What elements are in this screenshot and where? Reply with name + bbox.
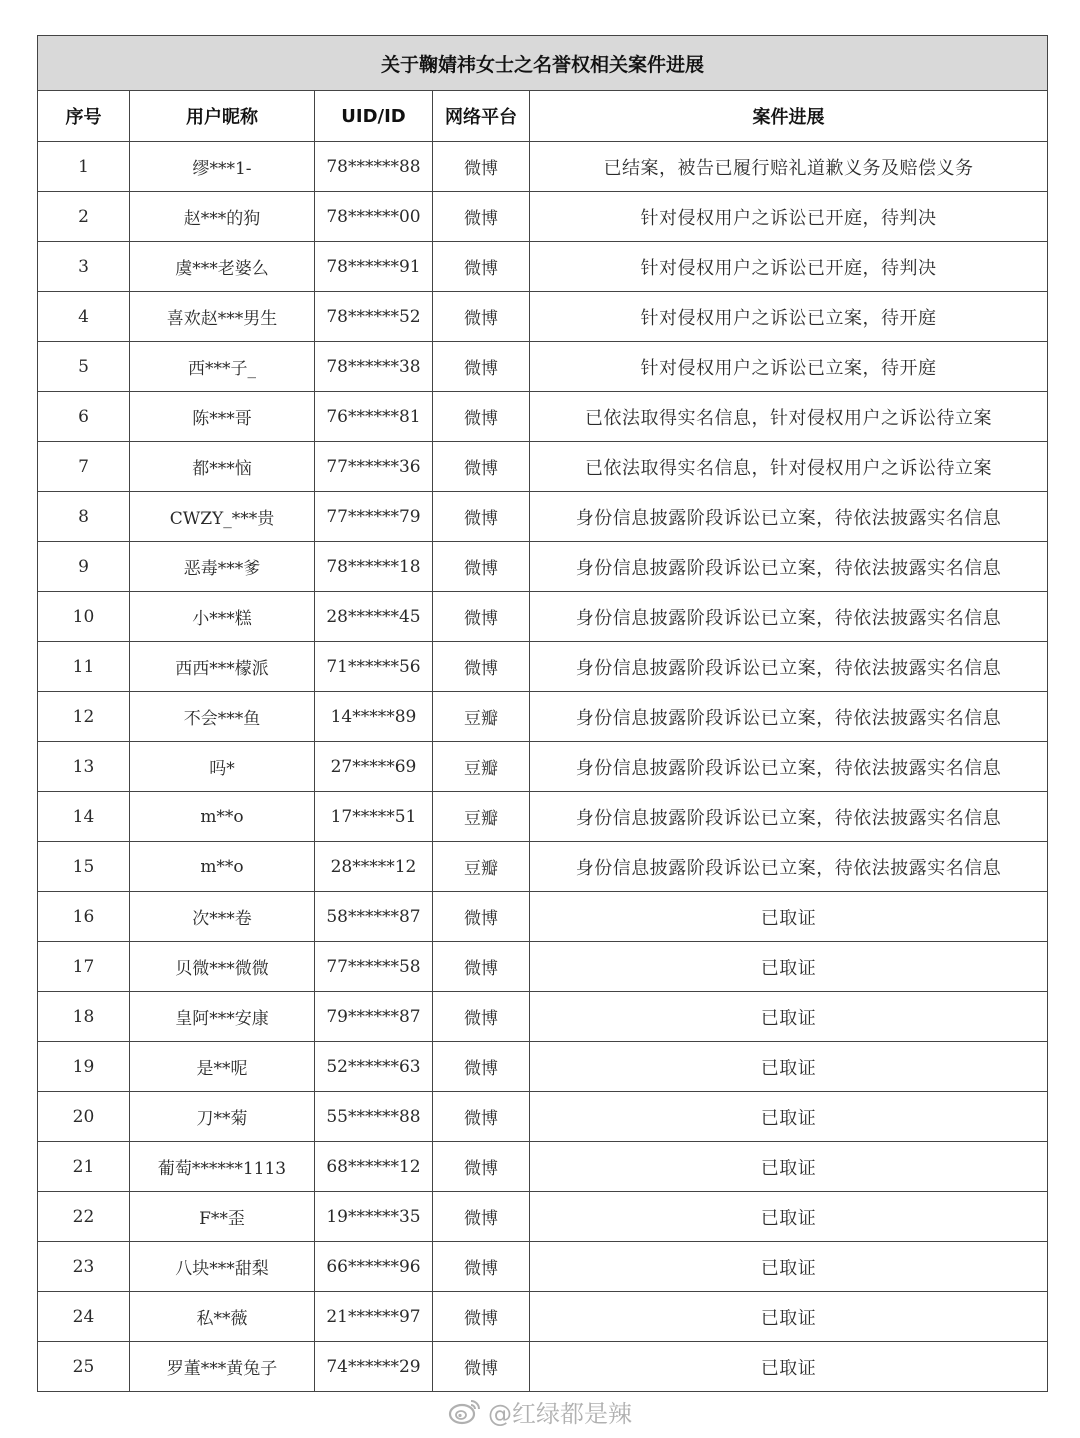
table-row (38, 792, 1048, 842)
cell-nickname: 不会***鱼 (130, 692, 315, 742)
cell-nickname: 私**薇 (130, 1292, 315, 1342)
cell-uid: 79******87 (315, 992, 433, 1042)
table-title: 关于鞠婧祎女士之名誉权相关案件进展 (38, 36, 1048, 91)
cell-uid: 52******63 (315, 1042, 433, 1092)
cell-progress: 身份信息披露阶段诉讼已立案，待依法披露实名信息 (530, 592, 1048, 642)
cell-progress: 已依法取得实名信息，针对侵权用户之诉讼待立案 (530, 392, 1048, 442)
cell-index: 25 (38, 1342, 130, 1392)
table-row (38, 142, 1048, 192)
cell-uid: 78******88 (315, 142, 433, 192)
cell-nickname: 皇阿***安康 (130, 992, 315, 1042)
cell-progress: 已取证 (530, 892, 1048, 942)
cell-uid: 58******87 (315, 892, 433, 942)
cell-index: 20 (38, 1092, 130, 1142)
cell-index: 5 (38, 342, 130, 392)
cell-nickname: 小***糕 (130, 592, 315, 642)
weibo-logo-icon (448, 1397, 482, 1425)
cell-progress: 针对侵权用户之诉讼已立案，待开庭 (530, 342, 1048, 392)
cell-nickname: 是**呢 (130, 1042, 315, 1092)
cell-platform: 微博 (433, 342, 530, 392)
table-header-row (38, 91, 1048, 142)
table-row (38, 442, 1048, 492)
cell-uid: 76******81 (315, 392, 433, 442)
cell-nickname: 刀**菊 (130, 1092, 315, 1142)
header-progress: 案件进展 (530, 91, 1048, 142)
cell-index: 18 (38, 992, 130, 1042)
cell-platform: 微博 (433, 192, 530, 242)
case-progress-document (37, 35, 1047, 1392)
table-row (38, 742, 1048, 792)
table-row (38, 692, 1048, 742)
cell-nickname: F**歪 (130, 1192, 315, 1242)
cell-uid: 68******12 (315, 1142, 433, 1192)
cell-platform: 微博 (433, 542, 530, 592)
cell-nickname: 虞***老婆么 (130, 242, 315, 292)
cell-platform: 微博 (433, 992, 530, 1042)
cell-progress: 身份信息披露阶段诉讼已立案，待依法披露实名信息 (530, 642, 1048, 692)
cell-index: 10 (38, 592, 130, 642)
table-row (38, 1292, 1048, 1342)
cell-index: 17 (38, 942, 130, 992)
cell-platform: 微博 (433, 642, 530, 692)
cell-platform: 豆瓣 (433, 842, 530, 892)
cell-index: 9 (38, 542, 130, 592)
cell-uid: 77******58 (315, 942, 433, 992)
cell-index: 6 (38, 392, 130, 442)
cell-platform: 微博 (433, 142, 530, 192)
cell-platform: 豆瓣 (433, 692, 530, 742)
table-row (38, 242, 1048, 292)
cell-progress: 已结案，被告已履行赔礼道歉义务及赔偿义务 (530, 142, 1048, 192)
cell-nickname: 赵***的狗 (130, 192, 315, 242)
cell-index: 2 (38, 192, 130, 242)
cell-progress: 已取证 (530, 1092, 1048, 1142)
cell-platform: 微博 (433, 942, 530, 992)
table-row (38, 1142, 1048, 1192)
cell-platform: 微博 (433, 1292, 530, 1342)
cell-progress: 已取证 (530, 1042, 1048, 1092)
cell-progress: 身份信息披露阶段诉讼已立案，待依法披露实名信息 (530, 842, 1048, 892)
cell-progress: 已取证 (530, 1242, 1048, 1292)
cell-platform: 微博 (433, 1042, 530, 1092)
table-body (38, 142, 1048, 1392)
cell-uid: 78******38 (315, 342, 433, 392)
cell-index: 16 (38, 892, 130, 942)
cell-index: 12 (38, 692, 130, 742)
cell-progress: 身份信息披露阶段诉讼已立案，待依法披露实名信息 (530, 742, 1048, 792)
cell-uid: 74******29 (315, 1342, 433, 1392)
cell-nickname: 恶毒***爹 (130, 542, 315, 592)
cell-index: 14 (38, 792, 130, 842)
header-platform: 网络平台 (433, 91, 530, 142)
cell-uid: 17*****51 (315, 792, 433, 842)
cell-nickname: 都***恼 (130, 442, 315, 492)
watermark-text: @红绿都是辣 (488, 1399, 632, 1428)
cell-uid: 55******88 (315, 1092, 433, 1142)
cell-progress: 针对侵权用户之诉讼已立案，待开庭 (530, 292, 1048, 342)
cell-progress: 针对侵权用户之诉讼已开庭，待判决 (530, 192, 1048, 242)
cell-uid: 27*****69 (315, 742, 433, 792)
cell-progress: 身份信息披露阶段诉讼已立案，待依法披露实名信息 (530, 692, 1048, 742)
cell-uid: 28*****12 (315, 842, 433, 892)
cell-uid: 21******97 (315, 1292, 433, 1342)
cell-progress: 已取证 (530, 992, 1048, 1042)
cell-platform: 微博 (433, 1342, 530, 1392)
cell-progress: 身份信息披露阶段诉讼已立案，待依法披露实名信息 (530, 792, 1048, 842)
cell-uid: 66******96 (315, 1242, 433, 1292)
cell-nickname: 陈***哥 (130, 392, 315, 442)
cell-nickname: 八块***甜梨 (130, 1242, 315, 1292)
cell-uid: 78******18 (315, 542, 433, 592)
table-row (38, 1092, 1048, 1142)
cell-nickname: 喜欢赵***男生 (130, 292, 315, 342)
cell-uid: 78******00 (315, 192, 433, 242)
cell-index: 19 (38, 1042, 130, 1092)
table-row (38, 1342, 1048, 1392)
cell-uid: 28******45 (315, 592, 433, 642)
cell-uid: 77******36 (315, 442, 433, 492)
cell-progress: 已取证 (530, 1192, 1048, 1242)
cell-index: 4 (38, 292, 130, 342)
cell-index: 13 (38, 742, 130, 792)
cell-progress: 已取证 (530, 942, 1048, 992)
cell-uid: 19******35 (315, 1192, 433, 1242)
cell-nickname: 贝微***微微 (130, 942, 315, 992)
table-row (38, 642, 1048, 692)
cell-index: 3 (38, 242, 130, 292)
cell-nickname: CWZY_***贵 (130, 492, 315, 542)
cell-index: 8 (38, 492, 130, 542)
cell-progress: 身份信息披露阶段诉讼已立案，待依法披露实名信息 (530, 542, 1048, 592)
table-row (38, 342, 1048, 392)
cell-nickname: 罗董***黄兔子 (130, 1342, 315, 1392)
table-row (38, 992, 1048, 1042)
cell-nickname: 葡萄******1113 (130, 1142, 315, 1192)
cell-platform: 微博 (433, 1092, 530, 1142)
cell-platform: 微博 (433, 442, 530, 492)
cell-progress: 针对侵权用户之诉讼已开庭，待判决 (530, 242, 1048, 292)
cell-platform: 微博 (433, 492, 530, 542)
cell-platform: 微博 (433, 892, 530, 942)
cell-platform: 豆瓣 (433, 792, 530, 842)
cell-index: 7 (38, 442, 130, 492)
cell-platform: 微博 (433, 392, 530, 442)
cell-index: 11 (38, 642, 130, 692)
cell-uid: 77******79 (315, 492, 433, 542)
header-uid: UID/ID (315, 91, 433, 142)
weibo-watermark (448, 1393, 632, 1429)
cell-index: 22 (38, 1192, 130, 1242)
table-row (38, 892, 1048, 942)
cell-platform: 豆瓣 (433, 742, 530, 792)
header-nickname: 用户昵称 (130, 91, 315, 142)
cell-platform: 微博 (433, 1192, 530, 1242)
cell-index: 23 (38, 1242, 130, 1292)
cell-nickname: m**o (130, 792, 315, 842)
cell-uid: 71******56 (315, 642, 433, 692)
table-row (38, 292, 1048, 342)
cell-nickname: 缪***1- (130, 142, 315, 192)
table-row (38, 492, 1048, 542)
table-row (38, 842, 1048, 892)
cell-platform: 微博 (433, 292, 530, 342)
cell-index: 21 (38, 1142, 130, 1192)
case-progress-table (37, 35, 1048, 1392)
cell-index: 15 (38, 842, 130, 892)
table-row (38, 542, 1048, 592)
table-title-row (38, 36, 1048, 91)
cell-progress: 已取证 (530, 1292, 1048, 1342)
cell-progress: 身份信息披露阶段诉讼已立案，待依法披露实名信息 (530, 492, 1048, 542)
table-row (38, 392, 1048, 442)
table-row (38, 1242, 1048, 1292)
cell-index: 1 (38, 142, 130, 192)
table-row (38, 1192, 1048, 1242)
cell-nickname: 吗* (130, 742, 315, 792)
cell-platform: 微博 (433, 1142, 530, 1192)
cell-progress: 已取证 (530, 1342, 1048, 1392)
table-row (38, 942, 1048, 992)
table-row (38, 1042, 1048, 1092)
cell-platform: 微博 (433, 592, 530, 642)
cell-nickname: 西西***檬派 (130, 642, 315, 692)
table-row (38, 192, 1048, 242)
header-index: 序号 (38, 91, 130, 142)
cell-nickname: m**o (130, 842, 315, 892)
cell-progress: 已取证 (530, 1142, 1048, 1192)
cell-uid: 14*****89 (315, 692, 433, 742)
table-row (38, 592, 1048, 642)
cell-uid: 78******52 (315, 292, 433, 342)
cell-nickname: 西***子_ (130, 342, 315, 392)
cell-index: 24 (38, 1292, 130, 1342)
cell-nickname: 次***卷 (130, 892, 315, 942)
cell-platform: 微博 (433, 1242, 530, 1292)
cell-progress: 已依法取得实名信息，针对侵权用户之诉讼待立案 (530, 442, 1048, 492)
cell-platform: 微博 (433, 242, 530, 292)
cell-uid: 78******91 (315, 242, 433, 292)
